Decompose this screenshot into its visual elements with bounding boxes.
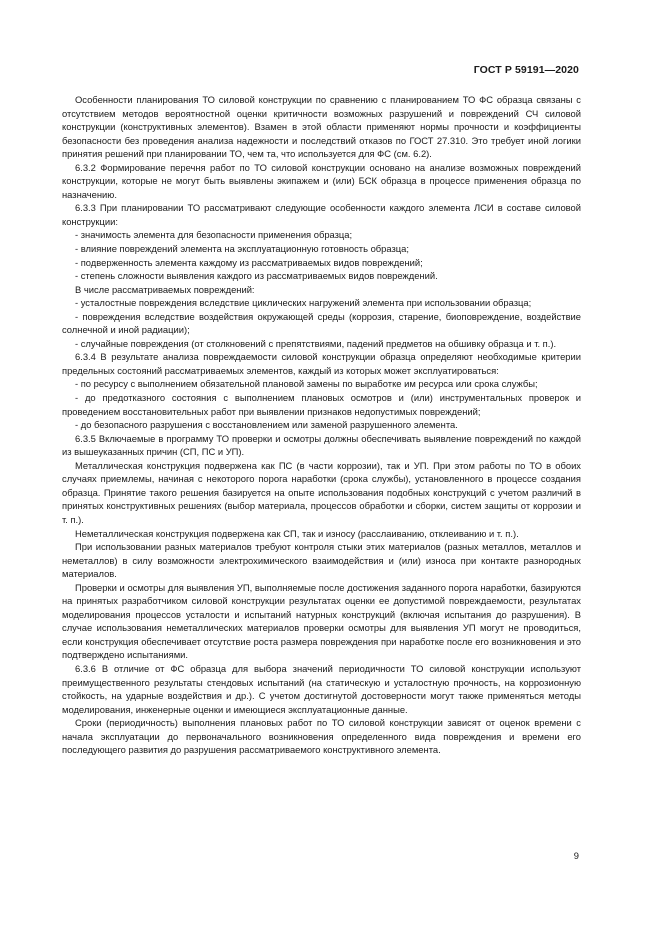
paragraph-damage-types: В числе рассматриваемых повреждений: xyxy=(75,283,255,295)
list-item: - до безопасного разрушения с восстановлением или заменой разрушенного элемента. xyxy=(75,419,458,431)
list-item: - усталостные повреждения вследствие циклических нагружений элемента при использовании образца; xyxy=(75,297,532,309)
page-number: 9 xyxy=(573,850,579,861)
document-body xyxy=(62,93,581,757)
paragraph-nonmetal-structure: Неметаллическая конструкция подвержена как СП, так и износу (расслаиванию, отклеиванию и т. п.). xyxy=(75,527,519,539)
paragraph-6-3-2: 6.3.2 Формирование перечня работ по ТО силовой конструкции основано на анализе возможных повреждений конструкции, которые не могут быть выявлены экипажем и (или) БСК образца в процессе применения образца по назначению. xyxy=(62,161,581,200)
standard-header: ГОСТ Р 59191—2020 xyxy=(473,64,579,76)
paragraph-6-3-6: 6.3.6 В отличие от ФС образца для выбора значений периодичности ТО силовой конструкции используют преимущественного результаты стендовых испытаний (на статическую и усталостную прочность, на коррозионную стойкость, на ударные воздействия и др.). С учетом достигнутой достоверности могут также применяться методы моделирования, инженерные оценки и имеющиеся эксплуатационные данные. xyxy=(62,662,581,715)
list-item: - до предотказного состояния с выполнением плановых осмотров и (или) инструментальных проверок и проведением восстановительных работ при выявлении признаков недопустимых повреждений; xyxy=(62,392,581,417)
paragraph-intro: Особенности планирования ТО силовой конструкции по сравнению с планированием ТО ФС образца связаны с отсутствием методов вероятностной оценки критичности возможных разрушений и повреждений СЧ силовой конструкции (конструктивных элементов). Взамен в этой области применяют нормы прочности и коэффициенты безопасности без проведения анализа надежности и последствий отказов по ГОСТ 27.310. Это требует иной логики принятия решений при планировании ТО, чем та, что используется для ФС (см. 6.2). xyxy=(62,94,581,160)
paragraph-6-3-5: 6.3.5 Включаемые в программу ТО проверки и осмотры должны обеспечивать выявление повреждений по каждой из вышеуказанных причин (СП, ПС и УП). xyxy=(62,432,581,458)
list-item: - влияние повреждений элемента на эксплуатационную готовность образца; xyxy=(75,243,409,255)
paragraph-6-3-3: 6.3.3 При планировании ТО рассматривают следующие особенности каждого элемента ЛСИ в составе силовой конструкции: xyxy=(62,202,581,227)
paragraph-6-3-4: 6.3.4 В результате анализа повреждаемости силовой конструкции образца определяют необходимые критерии предельных состояний рассматриваемых элементов, каждый из которых может эксплуатироваться: xyxy=(62,351,581,376)
list-item: - случайные повреждения (от столкновений с препятствиями, падений предметов на обшивку образца и т. п.). xyxy=(75,337,557,349)
list-item: - степень сложности выявления каждого из рассматриваемых видов повреждений. xyxy=(75,270,438,282)
paragraph-fatigue-inspections: Проверки и осмотры для выявления УП, выполняемые после достижения заданного порога наработки, базируются на принятых разработчиком силовой конструкции результатах оценки ее допустимой повреждаемости, результатах моделирования процессов усталости и испытаний натурных конструкций (включая испытания до разрушения). В случае использования неметаллических материалов проверки осмотры для выявления УП могут не проводиться, если конструкция обеспечивает отсутствие роста размера повреждения при наработке после его возникновения и это подтверждено испытаниями. xyxy=(62,581,581,661)
paragraph-mixed-materials: При использовании разных материалов требуют контроля стыки этих материалов (разных металлов, металлов и неметаллов) в силу возможности электрохимического взаимодействия и (или) износа при контакте разнородных материалов. xyxy=(62,541,581,580)
list-item: - повреждения вследствие воздействия окружающей среды (коррозия, старение, биоповреждение, воздействие солнечной и иной радиации); xyxy=(62,310,581,336)
paragraph-timing: Сроки (периодичность) выполнения плановых работ по ТО силовой конструкции зависят от оценок времени с начала эксплуатации до первоначального возникновения определенного вида повреждения и времени его последующего развития до разрушения рассматриваемого конструктивного элемента. xyxy=(62,717,581,756)
list-item: - значимость элемента для безопасности применения образца; xyxy=(75,229,353,241)
list-item: - по ресурсу с выполнением обязательной плановой замены по выработке им ресурса или срока службы; xyxy=(75,378,538,390)
list-item: - подверженность элемента каждому из рассматриваемых видов повреждений; xyxy=(75,256,423,268)
paragraph-metal-structure: Металлическая конструкция подвержена как ПС (в части коррозии), так и УП. При этом работы по ТО в обоих случаях приемлемы, начиная с некоторого порога наработки (срока службы), установленного в процессе создания образца. Принятие такого решения базируется на опыте использования подобных конструкций с учетом различий в принятых конструктивных решениях (выбор материала, процессов обработки и сборки, систем защиты от коррозии и т. п.). xyxy=(62,459,581,525)
